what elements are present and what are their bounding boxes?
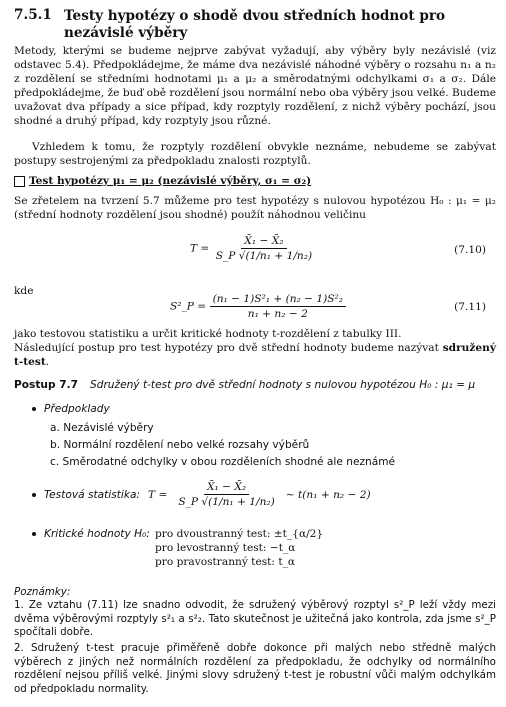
eq2-lhs: S²_P = xyxy=(170,300,207,313)
p5-start: Následující postup pro test hypotézy pro dvě střední hodnoty budeme nazývat xyxy=(14,342,439,354)
statistic-label: Testová statistika: xyxy=(44,488,141,501)
statistic-denominator: S_P √(1/n₁ + 1/n₂) xyxy=(178,496,275,508)
eq1-numerator: X̄₁ − X̄₂ xyxy=(241,234,286,249)
eq2-denominator: n₁ + n₂ − 2 xyxy=(247,308,308,320)
intro-paragraph-2: Vzhledem k tomu, že rozptyly rozdělení obvykle neznáme, nebudeme se zabývat postupy sestrojenými za předpokladu znalosti rozptylů. xyxy=(14,141,496,167)
critical-bullet xyxy=(32,527,150,541)
procedure-title: Sdružený t-test pro dvě střední hodnoty s nulovou hypotézou H₀ : μ₁ = μ xyxy=(90,379,476,391)
critical-value: pro pravostranný test: t_α xyxy=(155,556,296,568)
note-2: 2. Sdružený t-test pracuje přiměřeně dobře dokonce při malých nebo středně malých výběrech z jiných než normálních rozdělení za předpokladu, že odchylky od normálního rozdělení nejsou příliš velké. Jinými slovy sdružený t-test je robustní vůči malým odchylkám od předpokladu normality. xyxy=(14,642,496,695)
eq1-fraction xyxy=(213,234,315,263)
eq1-denominator: S_P √(1/n₁ + 1/n₂) xyxy=(215,250,313,262)
assumption-item: a. Nezávislé výběry xyxy=(50,422,154,434)
equation-7-10 xyxy=(190,234,315,263)
body-paragraph-5 xyxy=(14,341,496,369)
statistic-lhs: T = xyxy=(148,488,168,501)
body-paragraph-3: Se zřetelem na tvrzení 5.7 můžeme pro test hypotézy s nulovou hypotézou H₀ : μ₁ = μ₂ (střední hodnoty rozdělení jsou shodné) použít náhodnou veličinu xyxy=(14,195,496,221)
procedure-label: Postup 7.7 xyxy=(14,379,78,391)
kde-label: kde xyxy=(14,285,34,297)
statistic-numerator: X̄₁ − X̄₂ xyxy=(204,480,249,495)
eq2-numerator: (n₁ − 1)S²₁ + (n₂ − 1)S²₂ xyxy=(210,292,347,307)
p5-bold: sdružený t-test xyxy=(14,342,496,368)
intro-paragraph-1: Metody, kterými se budeme nejprve zabývat vyžadují, aby výběry byly nezávislé (viz odstavec 5.4). Předpokládejme, že máme dva nezávislé náhodné výběry o rozsahu n₁ a n₂ z rozdělení se středními hodnotami μ₁ a μ₂ a směrodatnými odchylkami σ₁ a σ₂. Dále předpokládejme, že buď obě rozdělení jsou normální nebo oba výběry jsou velké. Budeme uvažovat dva případy a sice případ, kdy rozptyly rozdělení, z nichž výběry pochází, jsou shodné a druhý případ, kdy rozptyly jsou různé. xyxy=(14,45,496,127)
bullet-icon xyxy=(32,493,36,497)
critical-value: pro dvoustranný test: ±t_{α/2} xyxy=(155,528,324,540)
assumptions-label: Předpoklady xyxy=(44,403,110,415)
statistic-bullet xyxy=(32,480,371,509)
p5-end: . xyxy=(45,356,50,368)
eq1-lhs: T = xyxy=(190,242,210,255)
statistic-fraction xyxy=(175,480,277,509)
note-1: 1. Ze vztahu (7.11) lze snadno odvodit, že sdružený výběrový rozptyl s²_P leží vždy mezi dvěma výběrovými rozptyly s²₁ a s²₂. Tato skutečnost je užitečná jako kontrola, zda jsme s²_P spočítali dobře. xyxy=(14,599,496,638)
critical-value: pro levostranný test: −t_α xyxy=(155,542,296,554)
body-paragraph-4: jako testovou statistiku a určit kritické hodnoty t-rozdělení z tabulky III. xyxy=(14,328,402,340)
eq2-fraction xyxy=(210,292,347,321)
notes-label: Poznámky: xyxy=(14,586,71,598)
section-number: 7.5.1 xyxy=(14,7,52,23)
assumption-item: c. Směrodatné odchylky v obou rozděleních shodné ale neznámé xyxy=(50,456,396,468)
eq2-tag: (7.11) xyxy=(454,301,486,313)
eq1-tag: (7.10) xyxy=(454,244,486,256)
critical-label: Kritické hodnoty H₀: xyxy=(44,528,150,540)
bullet-icon xyxy=(32,532,36,536)
equation-7-11 xyxy=(170,292,346,321)
bullet-icon xyxy=(32,407,36,411)
assumption-item: b. Normální rozdělení nebo velké rozsahy výběrů xyxy=(50,439,310,451)
test-subheading xyxy=(14,174,311,188)
section-title: Testy hypotézy o shodě dvou středních hodnot pro nezávislé výběry xyxy=(64,8,446,41)
subheading-text: Test hypotézy μ₁ = μ₂ (nezávislé výběry, σ₁ = σ₂) xyxy=(29,175,312,187)
assumptions-bullet xyxy=(32,402,110,416)
square-icon xyxy=(14,176,25,187)
statistic-distribution: ∼ t(n₁ + n₂ − 2) xyxy=(285,488,371,501)
